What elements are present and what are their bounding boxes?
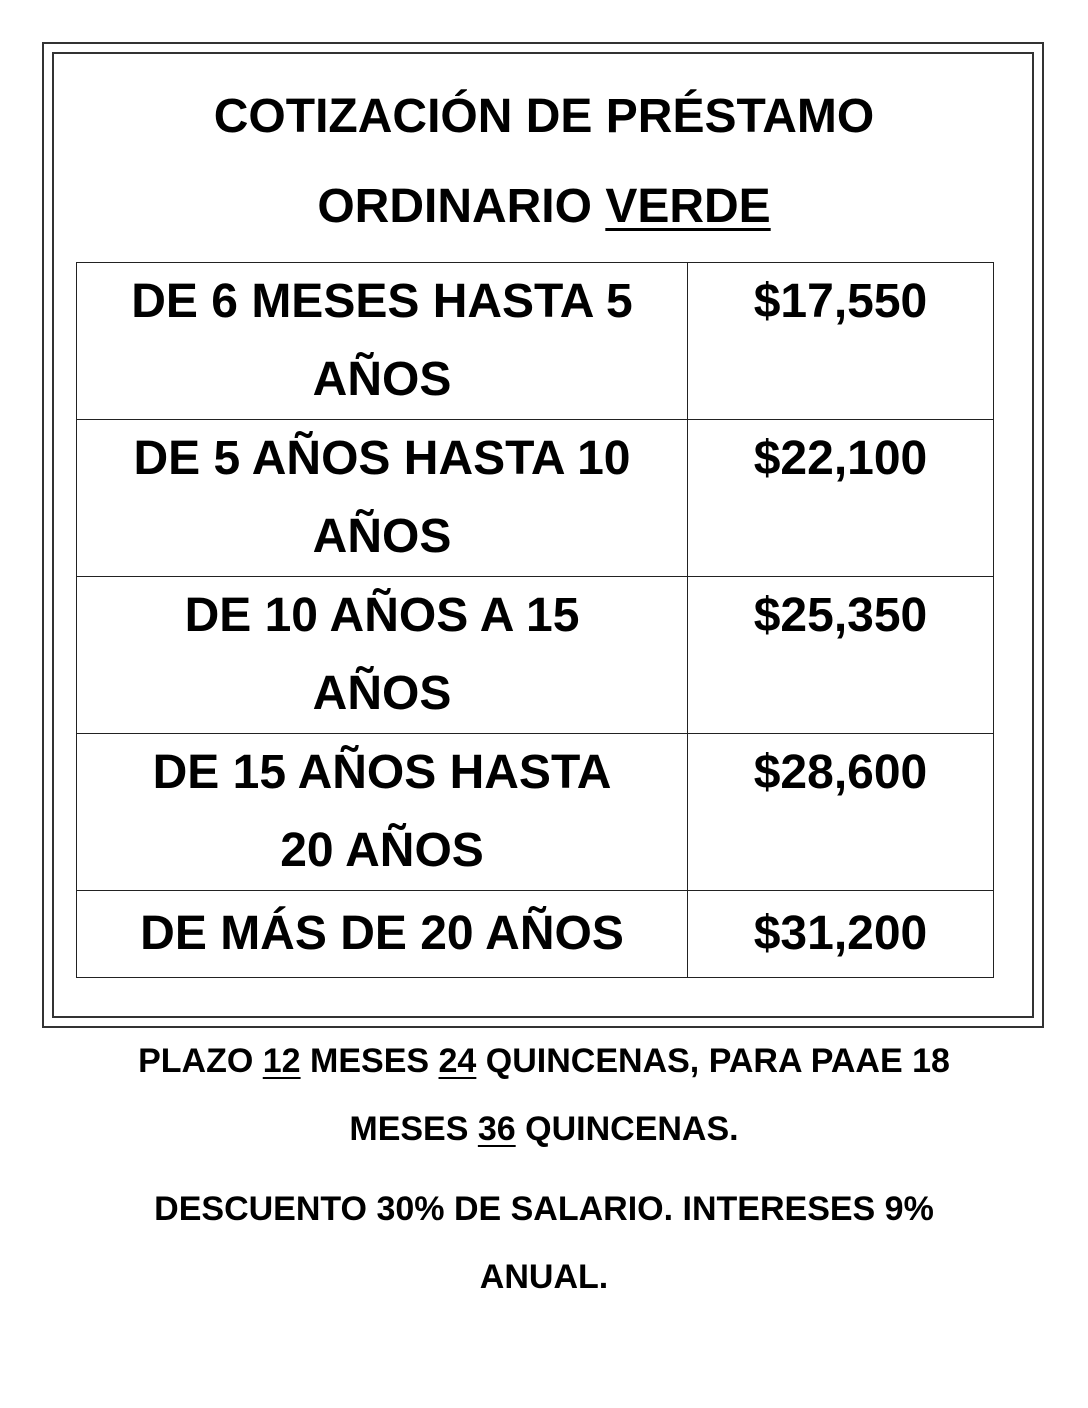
paae-fortnights-value: 36 <box>477 1110 516 1148</box>
title-color-word: VERDE <box>605 180 771 233</box>
range-line-1: DE MÁS DE 20 AÑOS <box>140 907 624 960</box>
term-text: MESES <box>349 1110 478 1148</box>
range-line-2: 20 AÑOS <box>280 824 484 877</box>
range-line-1: DE 15 AÑOS HASTA <box>152 746 612 799</box>
range-cell <box>77 263 688 420</box>
range-line-2: AÑOS <box>312 353 452 406</box>
term-text: QUINCENAS. <box>515 1110 739 1148</box>
amount-cell: $28,600 <box>688 734 994 891</box>
range-line-2: AÑOS <box>312 667 452 720</box>
term-note-line-2 <box>60 1095 1028 1163</box>
amount-cell: $25,350 <box>688 577 994 734</box>
discount-note-line-2: ANUAL. <box>479 1258 609 1296</box>
discount-note-line-1: DESCUENTO 30% DE SALARIO. INTERESES 9% <box>154 1190 934 1228</box>
range-line-2: AÑOS <box>312 510 452 563</box>
table-row <box>77 263 994 420</box>
amount-cell: $17,550 <box>688 263 994 420</box>
title-line-1: COTIZACIÓN DE PRÉSTAMO <box>213 90 875 143</box>
range-cell <box>77 734 688 891</box>
table-row <box>77 734 994 891</box>
discount-note <box>60 1175 1028 1311</box>
fortnights-value: 24 <box>438 1042 477 1080</box>
term-text: MESES <box>300 1042 439 1080</box>
term-note <box>60 1027 1028 1163</box>
table-row <box>77 420 994 577</box>
range-cell <box>77 420 688 577</box>
range-cell <box>77 577 688 734</box>
range-cell <box>77 891 688 978</box>
term-text: PLAZO <box>138 1042 263 1080</box>
range-line-1: DE 5 AÑOS HASTA 10 <box>133 432 631 485</box>
loan-price-table <box>76 262 994 978</box>
amount-cell: $22,100 <box>688 420 994 577</box>
title-line-2 <box>0 162 1088 252</box>
title-line-2-prefix: ORDINARIO <box>317 180 606 233</box>
range-line-1: DE 6 MESES HASTA 5 <box>131 275 633 328</box>
page-title <box>0 72 1088 252</box>
amount-cell: $31,200 <box>688 891 994 978</box>
months-value: 12 <box>262 1042 301 1080</box>
term-text: QUINCENAS, PARA PAAE 18 <box>476 1042 950 1080</box>
table-row <box>77 577 994 734</box>
term-note-line-1 <box>60 1027 1028 1095</box>
range-line-1: DE 10 AÑOS A 15 <box>184 589 580 642</box>
table-row <box>77 891 994 978</box>
